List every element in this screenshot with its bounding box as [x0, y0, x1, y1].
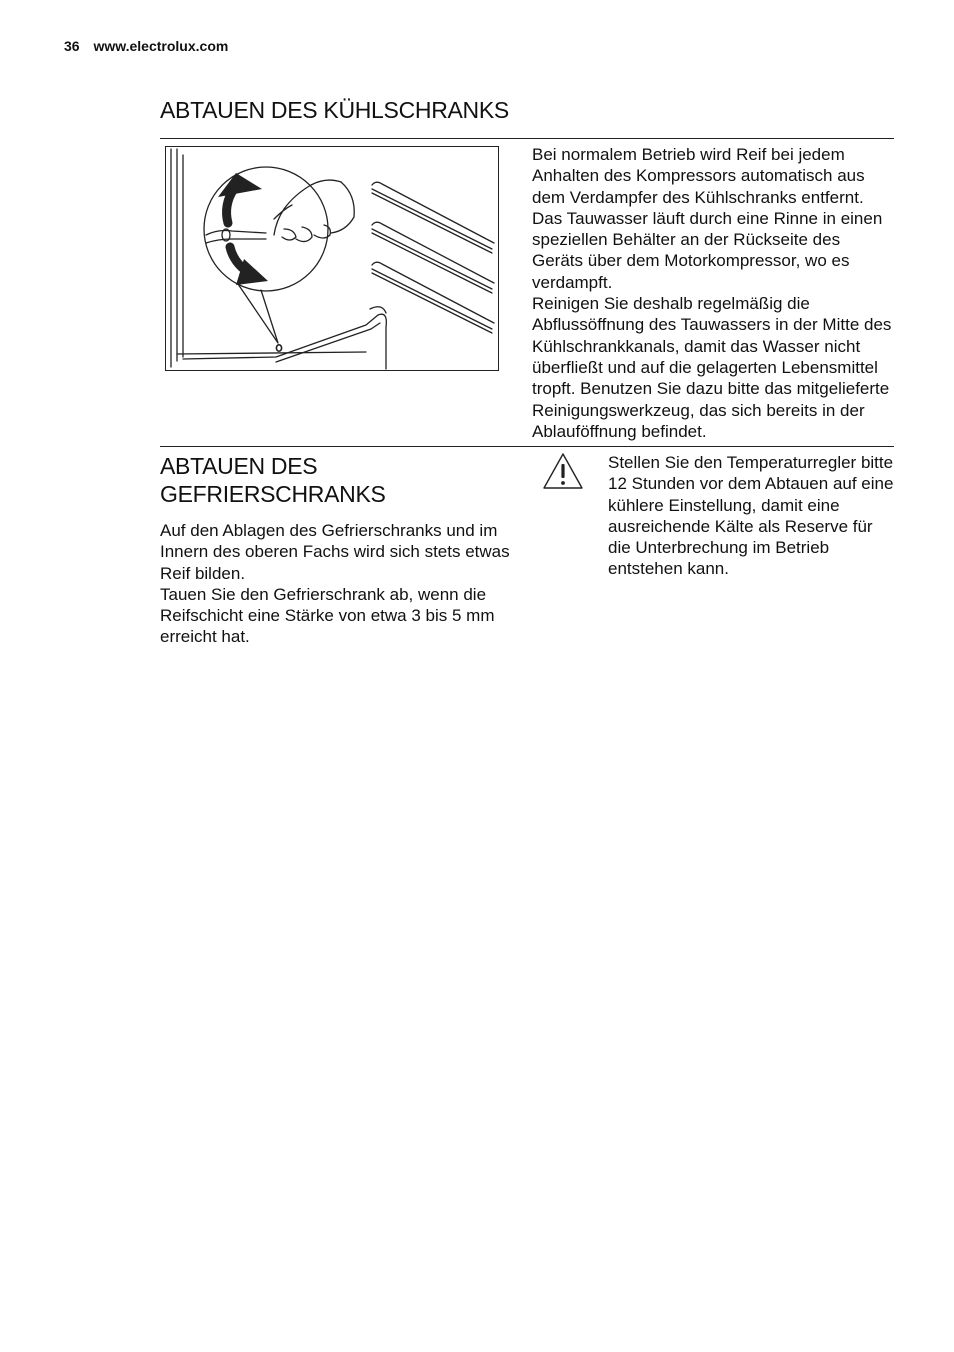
paragraph: Auf den Ablagen des Gefrierschranks und im Innern des oberen Fachs wird sich stets etwas Reif bilden. — [160, 521, 510, 583]
fridge-defrost-text — [532, 144, 894, 442]
paragraph: Reinigen Sie deshalb regelmäßig die Abflussöffnung des Tauwassers in der Mitte des Kühlschrankkanals, damit das Wasser nicht überfließt und auf die gelagerten Lebensmittel tropft. Benutzen Sie dazu bitte das mitgelieferte Reinigungswerkzeug, das sich bereits in der Ablauföffnung befindet. — [532, 294, 892, 441]
page-number: 36 — [64, 38, 80, 54]
section-divider — [160, 138, 894, 139]
warning-text: Stellen Sie den Temperaturregler bitte 12 Stunden vor dem Abtauen auf eine kühlere Einstellung, damit eine ausreichende Kälte als Reserve für die Unterbrechung im Betrieb entstehen kann. — [608, 453, 894, 579]
website-url: www.electrolux.com — [93, 38, 229, 54]
title-line: GEFRIERSCHRANKS — [160, 481, 386, 507]
paragraph: Tauen Sie den Gefrierschrank ab, wenn die Reifschicht eine Stärke von etwa 3 bis 5 mm erreicht hat. — [160, 584, 495, 647]
defrost-drain-illustration — [165, 146, 499, 371]
paragraph: Bei normalem Betrieb wird Reif bei jedem Anhalten des Kompressors automatisch aus dem Verdampfer des Kühlschranks entfernt. Das Tauwasser läuft durch eine Rinne in einen speziellen Behälter an der Rückseite des Geräts über dem Motorkompressor, wo es verdampft. — [532, 145, 883, 292]
section-divider — [160, 446, 894, 447]
section-title-freezer-defrost — [160, 452, 386, 508]
page-header — [64, 38, 228, 54]
freezer-defrost-text — [160, 520, 516, 648]
warning-triangle-icon — [542, 452, 584, 495]
section-title-fridge-defrost: ABTAUEN DES KÜHLSCHRANKS — [160, 97, 509, 123]
title-line: ABTAUEN DES — [160, 453, 318, 479]
